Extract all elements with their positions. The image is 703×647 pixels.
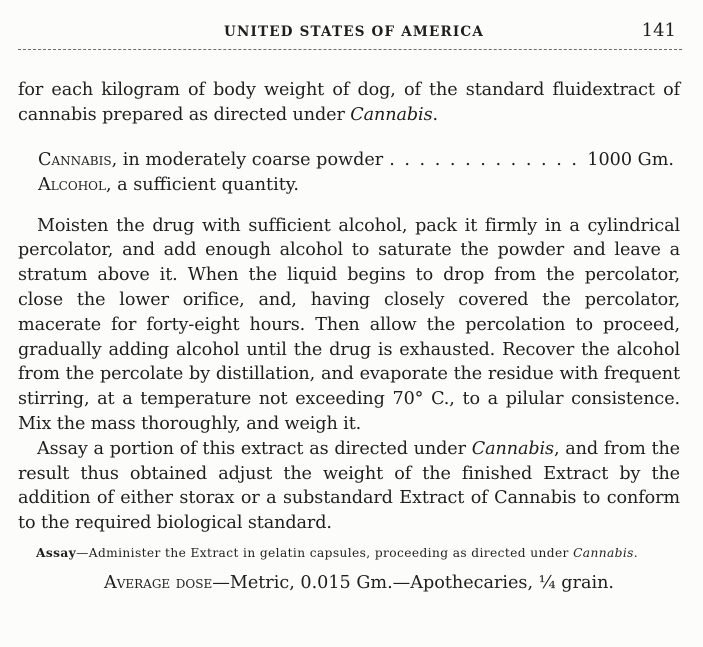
intro-cannabis-ref: Cannabis [350,104,433,125]
running-head: UNITED STATES OF AMERICA [224,24,485,40]
assay-text-end: , and from the result thus obtained adjust the weight of the finished Extract by the addition of either storax or a substandard Extract of Cannabis to conform to the required biological standard. [18,438,680,534]
ingredient-row [38,148,680,173]
ingredient-detail: , in moderately coarse powder [111,149,384,170]
intro-text-end: . [432,104,439,125]
dose-text: —Metric, 0.015 Gm.—Apothecaries, ¼ grain. [212,573,615,594]
assay-note-cannabis-ref: Cannabis [573,545,634,560]
assay-paragraph [18,437,680,536]
assay-note-heading: Assay [36,545,77,560]
average-dose [104,573,680,593]
assay-note-text: Administer the Extract in gelatin capsules, proceeding as directed under [88,545,574,560]
page-header [18,18,680,48]
page-body [18,78,680,593]
ingredient-row [38,173,680,198]
ingredient-amount: 1000 Gm. [587,149,674,170]
assay-cannabis-ref: Cannabis [471,438,554,459]
intro-text: for each kilogram of body weight of dog, of the standard fluidextract of cannabis prepared as directed under [18,80,680,125]
ingredient-detail: , a sufficient quantity. [105,174,299,195]
ingredient-name: Cannabis [38,149,112,170]
dose-label: Average dose [104,573,213,594]
ingredient-list [38,148,680,198]
assay-note-dash: — [76,545,89,560]
method-paragraph: Moisten the drug with sufficient alcohol, pack it firmly in a cylindrical percolator, and add enough alcohol to saturate the powder and leave a stratum above it. When the liquid begins to drop from the percolator, close the lower orifice, and, having closely covered the percolator, macerate for forty-eight hours. Then allow the percolation to proceed, gradually adding alcohol until the drug is exhausted. Recover the alcohol from the percolate by distillation, and evaporate the residue with frequent stirring, at a temperature not exceeding 70° C., to a pilular consistence. Mix the mass thoroughly, and weigh it. [18,215,680,434]
ingredient-name: Alcohol [38,174,106,195]
header-rule [18,49,682,50]
page-number: 141 [641,20,676,41]
leader-dots [389,148,581,173]
assay-text: Assay a portion of this extract as directed under [37,438,472,459]
assay-note [18,546,680,561]
assay-note-end: . [633,545,639,560]
intro-paragraph [18,78,680,128]
